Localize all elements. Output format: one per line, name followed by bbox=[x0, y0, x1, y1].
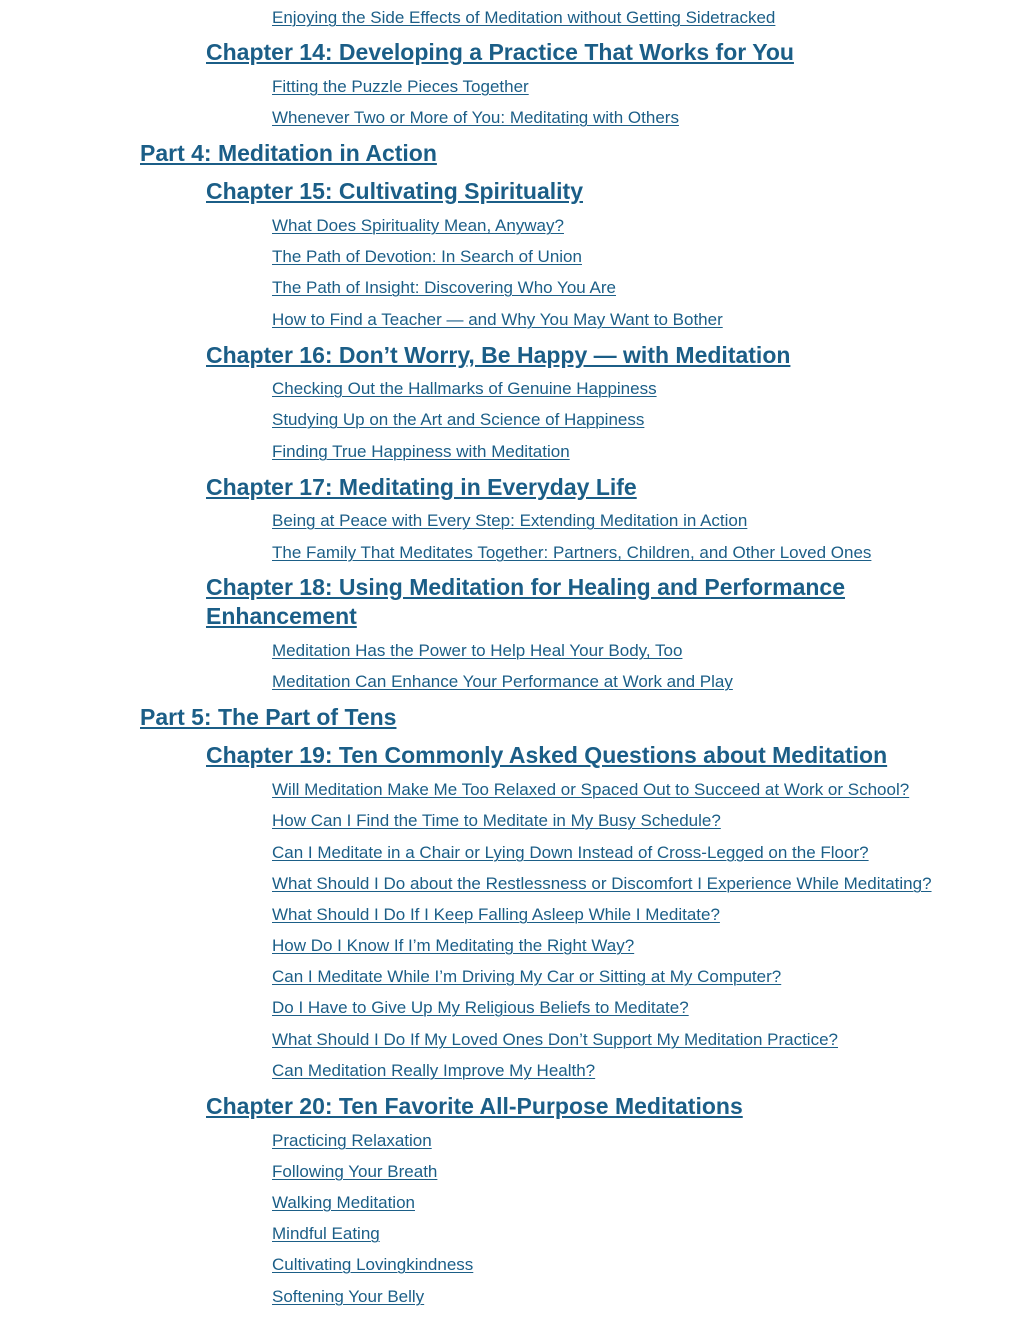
toc-chapter-20-link[interactable]: Chapter 20: Ten Favorite All-Purpose Meditations bbox=[206, 1093, 743, 1119]
toc-section-link[interactable]: Can I Meditate in a Chair or Lying Down Instead of Cross-Legged on the Floor? bbox=[272, 843, 869, 862]
toc-section-link[interactable]: What Should I Do about the Restlessness or Discomfort I Experience While Meditating? bbox=[272, 874, 932, 893]
toc-section-link[interactable]: Being at Peace with Every Step: Extending Meditation in Action bbox=[272, 511, 748, 530]
toc-chapter-15-link[interactable]: Chapter 15: Cultivating Spirituality bbox=[206, 178, 583, 204]
toc-section-link[interactable]: Checking Out the Hallmarks of Genuine Happiness bbox=[272, 379, 657, 398]
toc-section-link[interactable]: How Do I Know If I’m Meditating the Right Way? bbox=[272, 936, 635, 955]
toc-chapter-19-link[interactable]: Chapter 19: Ten Commonly Asked Questions about Meditation bbox=[206, 742, 888, 768]
toc-section-link[interactable]: The Path of Insight: Discovering Who You Are bbox=[272, 278, 616, 297]
toc-section-link[interactable]: The Family That Meditates Together: Partners, Children, and Other Loved Ones bbox=[272, 543, 872, 562]
toc-section-link[interactable]: Mindful Eating bbox=[272, 1224, 380, 1243]
toc-section-link[interactable]: Walking Meditation bbox=[272, 1193, 415, 1212]
toc-section-link[interactable]: How Can I Find the Time to Meditate in My Busy Schedule? bbox=[272, 811, 721, 830]
toc-chapter-18-link[interactable]: Chapter 18: Using Meditation for Healing and Performance Enhancement bbox=[206, 574, 845, 629]
toc-section-link[interactable]: Cultivating Lovingkindness bbox=[272, 1255, 474, 1274]
toc-section-link[interactable]: Finding True Happiness with Meditation bbox=[272, 442, 570, 461]
toc-chapter-17-link[interactable]: Chapter 17: Meditating in Everyday Life bbox=[206, 474, 637, 500]
toc-chapter-14-link[interactable]: Chapter 14: Developing a Practice That Works for You bbox=[206, 39, 794, 65]
toc-section-link[interactable]: Will Meditation Make Me Too Relaxed or Spaced Out to Succeed at Work or School? bbox=[272, 780, 910, 799]
toc-section-link[interactable]: Fitting the Puzzle Pieces Together bbox=[272, 77, 529, 96]
toc-section-link[interactable]: What Should I Do If My Loved Ones Don’t Support My Meditation Practice? bbox=[272, 1030, 838, 1049]
toc-section-link[interactable]: Whenever Two or More of You: Meditating with Others bbox=[272, 108, 679, 127]
toc-section-link[interactable]: Meditation Has the Power to Help Heal Your Body, Too bbox=[272, 641, 683, 660]
toc-part-4-link[interactable]: Part 4: Meditation in Action bbox=[140, 140, 437, 166]
toc-section-link[interactable]: Can Meditation Really Improve My Health? bbox=[272, 1061, 596, 1080]
toc-chapter-16-link[interactable]: Chapter 16: Don’t Worry, Be Happy — with Meditation bbox=[206, 342, 791, 368]
toc-section-link[interactable]: What Should I Do If I Keep Falling Asleep While I Meditate? bbox=[272, 905, 720, 924]
toc-section-link[interactable]: Can I Meditate While I’m Driving My Car or Sitting at My Computer? bbox=[272, 967, 782, 986]
toc-section-link[interactable]: How to Find a Teacher — and Why You May Want to Bother bbox=[272, 310, 723, 329]
toc-section-link[interactable]: Practicing Relaxation bbox=[272, 1131, 432, 1150]
toc-section-link[interactable]: Meditation Can Enhance Your Performance at Work and Play bbox=[272, 672, 733, 691]
toc-section-link[interactable]: Studying Up on the Art and Science of Happiness bbox=[272, 410, 645, 429]
toc-section-link[interactable]: Enjoying the Side Effects of Meditation without Getting Sidetracked bbox=[272, 8, 776, 27]
toc-section-link[interactable]: What Does Spirituality Mean, Anyway? bbox=[272, 216, 564, 235]
toc-section-link[interactable]: Following Your Breath bbox=[272, 1162, 438, 1181]
toc-section-link[interactable]: Do I Have to Give Up My Religious Beliefs to Meditate? bbox=[272, 998, 689, 1017]
toc-section-link[interactable]: The Path of Devotion: In Search of Union bbox=[272, 247, 582, 266]
toc-section-link[interactable]: Softening Your Belly bbox=[272, 1287, 425, 1306]
toc-part-5-link[interactable]: Part 5: The Part of Tens bbox=[140, 704, 397, 730]
